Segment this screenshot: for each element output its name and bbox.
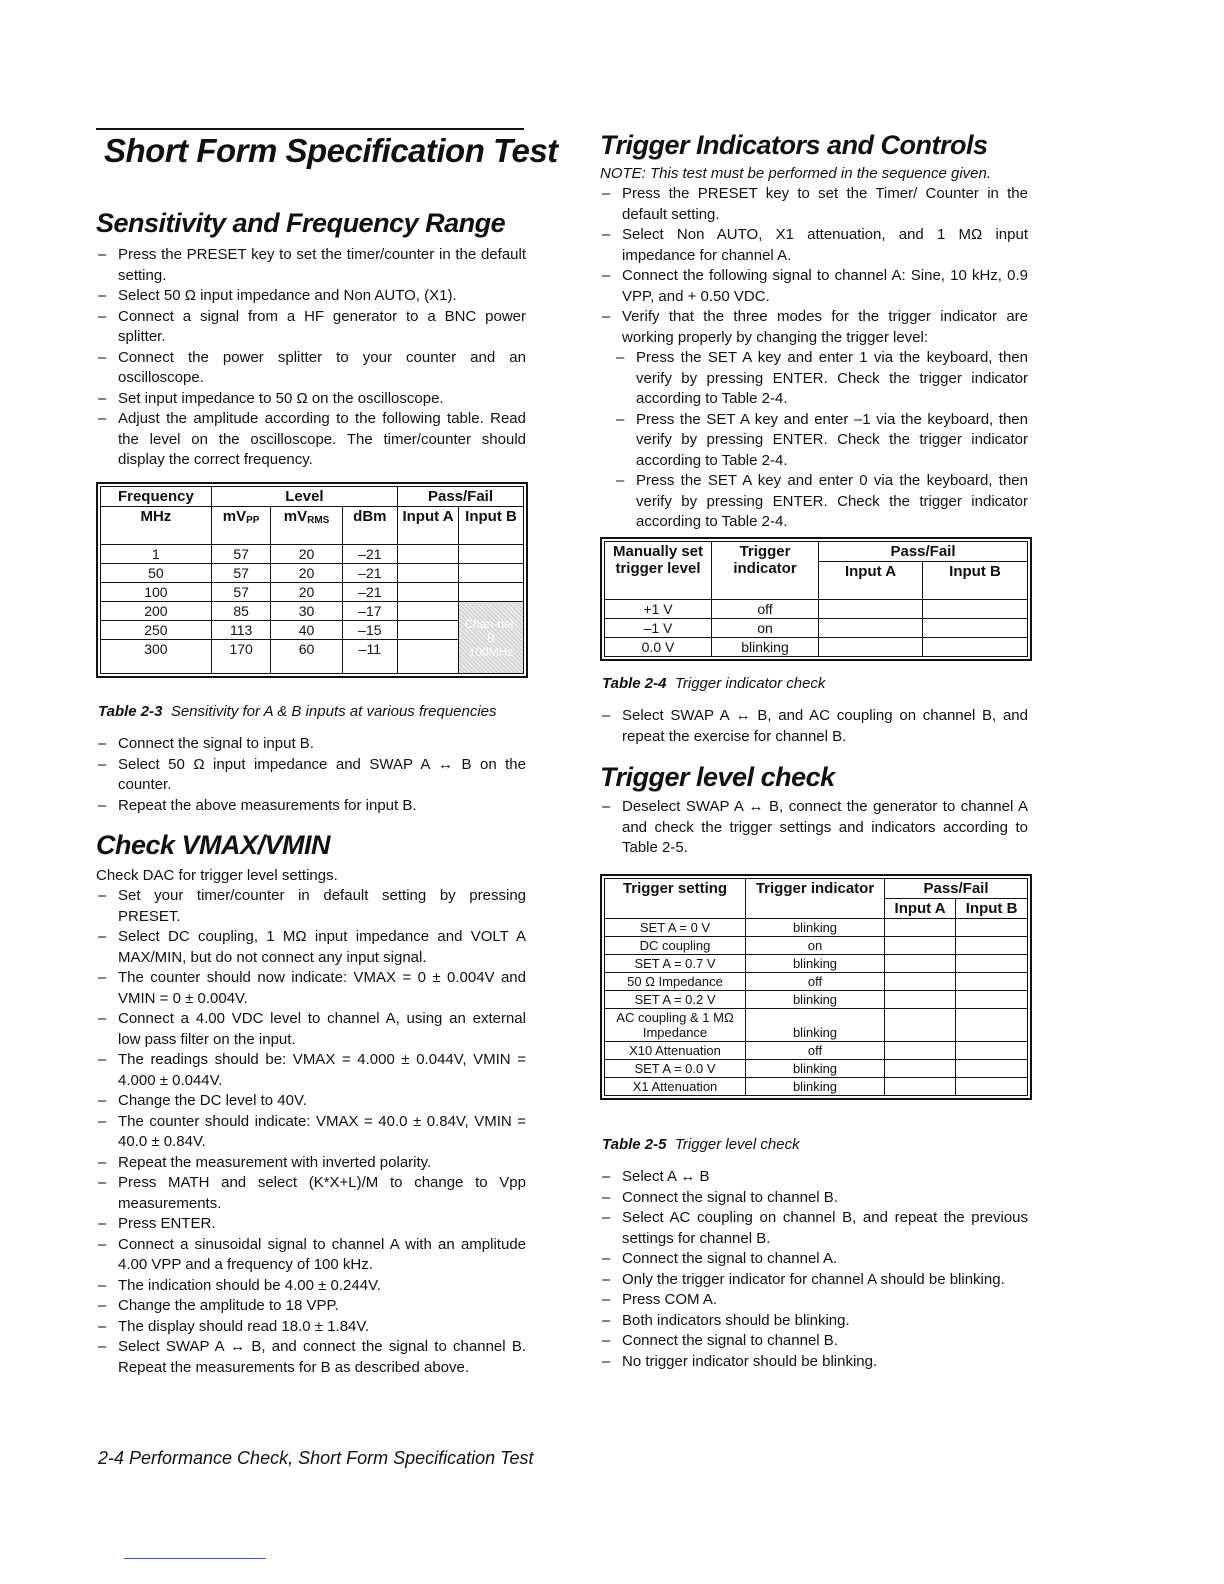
table-row: 100 57 20 –21	[101, 583, 524, 602]
trigger-indicators-heading: Trigger Indicators and Controls	[600, 130, 988, 160]
list-item: – Adjust the amplitude according to the following table. Read the level on the oscilloscope. The timer/counter should display the correct frequency.	[96, 409, 526, 471]
table-header: $mV_{RMS}$	[271, 507, 342, 545]
list-item: – Connect the signal to input B.	[96, 734, 526, 755]
list-item: – Repeat the measurement with inverted polarity.	[96, 1153, 526, 1174]
list-item: – Press the SET A key and enter –1 via the keyboard, then verify by pressing ENTER. Check the trigger indicator according to Table 2-4.	[600, 410, 1028, 472]
list-item: – Select DC coupling, 1 MΩ input impedance and VOLT A MAX/MIN, but do not connect any input signal.	[96, 927, 526, 968]
table-header: Pass/Fail	[885, 879, 1028, 899]
table-header: Manually set trigger level	[605, 542, 712, 600]
table-header: Input B	[956, 899, 1028, 919]
shaded-cell: Chan-nel-B 100MHz	[459, 602, 524, 674]
table-row: 0.0 V blinking	[605, 638, 1028, 657]
list-item: – Select 50 Ω input impedance and Non AUTO, (X1).	[96, 286, 526, 307]
table-header: $mV_{PP}$	[211, 507, 271, 545]
list-item: – Press MATH and select (K*X+L)/M to change to Vpp measurements.	[96, 1173, 526, 1214]
list-item: – Connect the signal to channel B.	[600, 1188, 1028, 1209]
list-item: – No trigger indicator should be blinking.	[600, 1352, 1028, 1373]
sensitivity-list	[96, 245, 526, 471]
table-header: Pass/Fail	[819, 542, 1028, 562]
page-title: Short Form Specification Test	[104, 132, 558, 169]
table-row: SET A = 0.7 V blinking	[605, 955, 1028, 973]
table-header: MHz	[101, 507, 212, 545]
table-row: +1 V off	[605, 600, 1028, 619]
trigger-indicators-list	[600, 184, 1028, 348]
list-item: – The display should read 18.0 ± 1.84V.	[96, 1317, 526, 1338]
table-header: dBm	[342, 507, 397, 545]
list-item: – Only the trigger indicator for channel A should be blinking.	[600, 1270, 1028, 1291]
list-item: – Select 50 Ω input impedance and SWAP A ↔ B on the counter.	[96, 755, 526, 796]
table-header: Trigger indicator	[712, 542, 819, 600]
list-item: – Select SWAP A ↔ B, and AC coupling on channel B, and repeat the exercise for channel B.	[600, 706, 1028, 747]
table-row: SET A = 0.0 V blinking	[605, 1060, 1028, 1078]
list-item: – Set your timer/counter in default setting by pressing PRESET.	[96, 886, 526, 927]
list-item: – Select A ↔ B	[600, 1167, 1028, 1188]
table-header: Input A	[885, 899, 956, 919]
table-header: Pass/Fail	[398, 487, 524, 507]
table-row: 50 Ω Impedance off	[605, 973, 1028, 991]
list-item: – Both indicators should be blinking.	[600, 1311, 1028, 1332]
list-item: – Press the SET A key and enter 1 via the keyboard, then verify by pressing ENTER. Check the trigger indicator according to Table 2-4.	[600, 348, 1028, 410]
table-row: SET A = 0.2 V blinking	[605, 991, 1028, 1009]
list-item: – Press the PRESET key to set the timer/counter in the default setting.	[96, 245, 526, 286]
list-item: – Select SWAP A ↔ B, and connect the signal to channel B. Repeat the measurements for B as described above.	[96, 1337, 526, 1378]
list-item: – Select AC coupling on channel B, and repeat the previous settings for channel B.	[600, 1208, 1028, 1249]
list-item: – Connect a 4.00 VDC level to channel A, using an external low pass filter on the input.	[96, 1009, 526, 1050]
table-row: 250 113 40 –15	[101, 621, 524, 640]
table-row: 200 85 30 –17 Chan-nel-B 100MHz	[101, 602, 524, 621]
list-item: – The indication should be 4.00 ± 0.244V.	[96, 1276, 526, 1297]
vmax-heading: Check VMAX/VMIN	[96, 830, 331, 860]
page-footer: 2-4 Performance Check, Short Form Specification Test	[98, 1448, 534, 1468]
list-item: – Connect the following signal to channel A: Sine, 10 kHz, 0.9 VPP, and + 0.50 VDC.	[600, 266, 1028, 307]
trigger-indicators-sublist	[600, 348, 1028, 533]
table-row: 50 57 20 –21	[101, 564, 524, 583]
table-caption: Table 2-4 Trigger indicator check	[602, 675, 826, 692]
list-item: – Press the SET A key and enter 0 via the keyboard, then verify by pressing ENTER. Check the trigger indicator according to Table 2-4.	[600, 471, 1028, 533]
list-item: – The counter should now indicate: VMAX = 0 ± 0.004V and VMIN = 0 ± 0.004V.	[96, 968, 526, 1009]
table-row: 1 57 20 –21	[101, 545, 524, 564]
sensitivity-after-list	[96, 734, 526, 816]
list-item: – Press ENTER.	[96, 1214, 526, 1235]
list-item: – Repeat the above measurements for input B.	[96, 796, 526, 817]
table-caption: Table 2-3 Sensitivity for A & B inputs at various frequencies	[98, 703, 497, 720]
table-header: Input B	[459, 507, 524, 545]
list-item: – The counter should indicate: VMAX = 40.0 ± 0.84V, VMIN = 40.0 ± 0.84V.	[96, 1112, 526, 1153]
note-text: NOTE: This test must be performed in the sequence given.	[600, 165, 992, 182]
table-caption: Table 2-5 Trigger level check	[602, 1136, 800, 1153]
vmax-intro: Check DAC for trigger level settings.	[96, 867, 338, 884]
list-item: – Select Non AUTO, X1 attenuation, and 1 MΩ input impedance for channel A.	[600, 225, 1028, 266]
list-item: – Connect the signal to channel A.	[600, 1249, 1028, 1270]
list-item: – Set input impedance to 50 Ω on the oscilloscope.	[96, 389, 526, 410]
footer-divider	[124, 1558, 266, 1559]
list-item: – Verify that the three modes for the trigger indicator are working properly by changing the trigger level:	[600, 307, 1028, 348]
table-header: Level	[211, 487, 397, 507]
list-item: – Connect the power splitter to your counter and an oscilloscope.	[96, 348, 526, 389]
trigger-indicator-table	[604, 541, 1028, 657]
table-row: X10 Attenuation off	[605, 1042, 1028, 1060]
title-rule	[96, 128, 524, 130]
table-header: Input A	[398, 507, 459, 545]
list-item: – Press COM A.	[600, 1290, 1028, 1311]
trigger-indicators-after-list	[600, 706, 1028, 747]
trigger-level-after-list	[600, 1167, 1028, 1372]
list-item: – Connect a sinusoidal signal to channel A with an amplitude 4.00 VPP and a frequency of 100 kHz.	[96, 1235, 526, 1276]
table-header: Input A	[819, 562, 923, 600]
list-item: – Connect a signal from a HF generator to a BNC power splitter.	[96, 307, 526, 348]
list-item: – Change the DC level to 40V.	[96, 1091, 526, 1112]
vmax-list	[96, 886, 526, 1378]
sensitivity-table	[100, 486, 524, 674]
list-item: – Connect the signal to channel B.	[600, 1331, 1028, 1352]
trigger-level-list	[600, 797, 1028, 859]
list-item: – Deselect SWAP A ↔ B, connect the generator to channel A and check the trigger settings and indicators according to Table 2-5.	[600, 797, 1028, 859]
table-row: AC coupling & 1 MΩ Impedance blinking	[605, 1009, 1028, 1042]
table-row: 300 170 60 –11	[101, 640, 524, 674]
table-row: DC coupling on	[605, 937, 1028, 955]
table-row: SET A = 0 V blinking	[605, 919, 1028, 937]
table-header: Input B	[923, 562, 1028, 600]
table-header: Frequency	[101, 487, 212, 507]
list-item: – The readings should be: VMAX = 4.000 ± 0.044V, VMIN = 4.000 ± 0.044V.	[96, 1050, 526, 1091]
sensitivity-heading: Sensitivity and Frequency Range	[96, 208, 506, 238]
table-header: Trigger setting	[605, 879, 746, 919]
list-item: – Change the amplitude to 18 VPP.	[96, 1296, 526, 1317]
trigger-level-table	[604, 878, 1028, 1096]
trigger-level-heading: Trigger level check	[600, 762, 835, 792]
list-item: – Press the PRESET key to set the Timer/ Counter in the default setting.	[600, 184, 1028, 225]
table-header: Trigger indicator	[746, 879, 885, 919]
table-row: –1 V on	[605, 619, 1028, 638]
table-row: X1 Attenuation blinking	[605, 1078, 1028, 1096]
